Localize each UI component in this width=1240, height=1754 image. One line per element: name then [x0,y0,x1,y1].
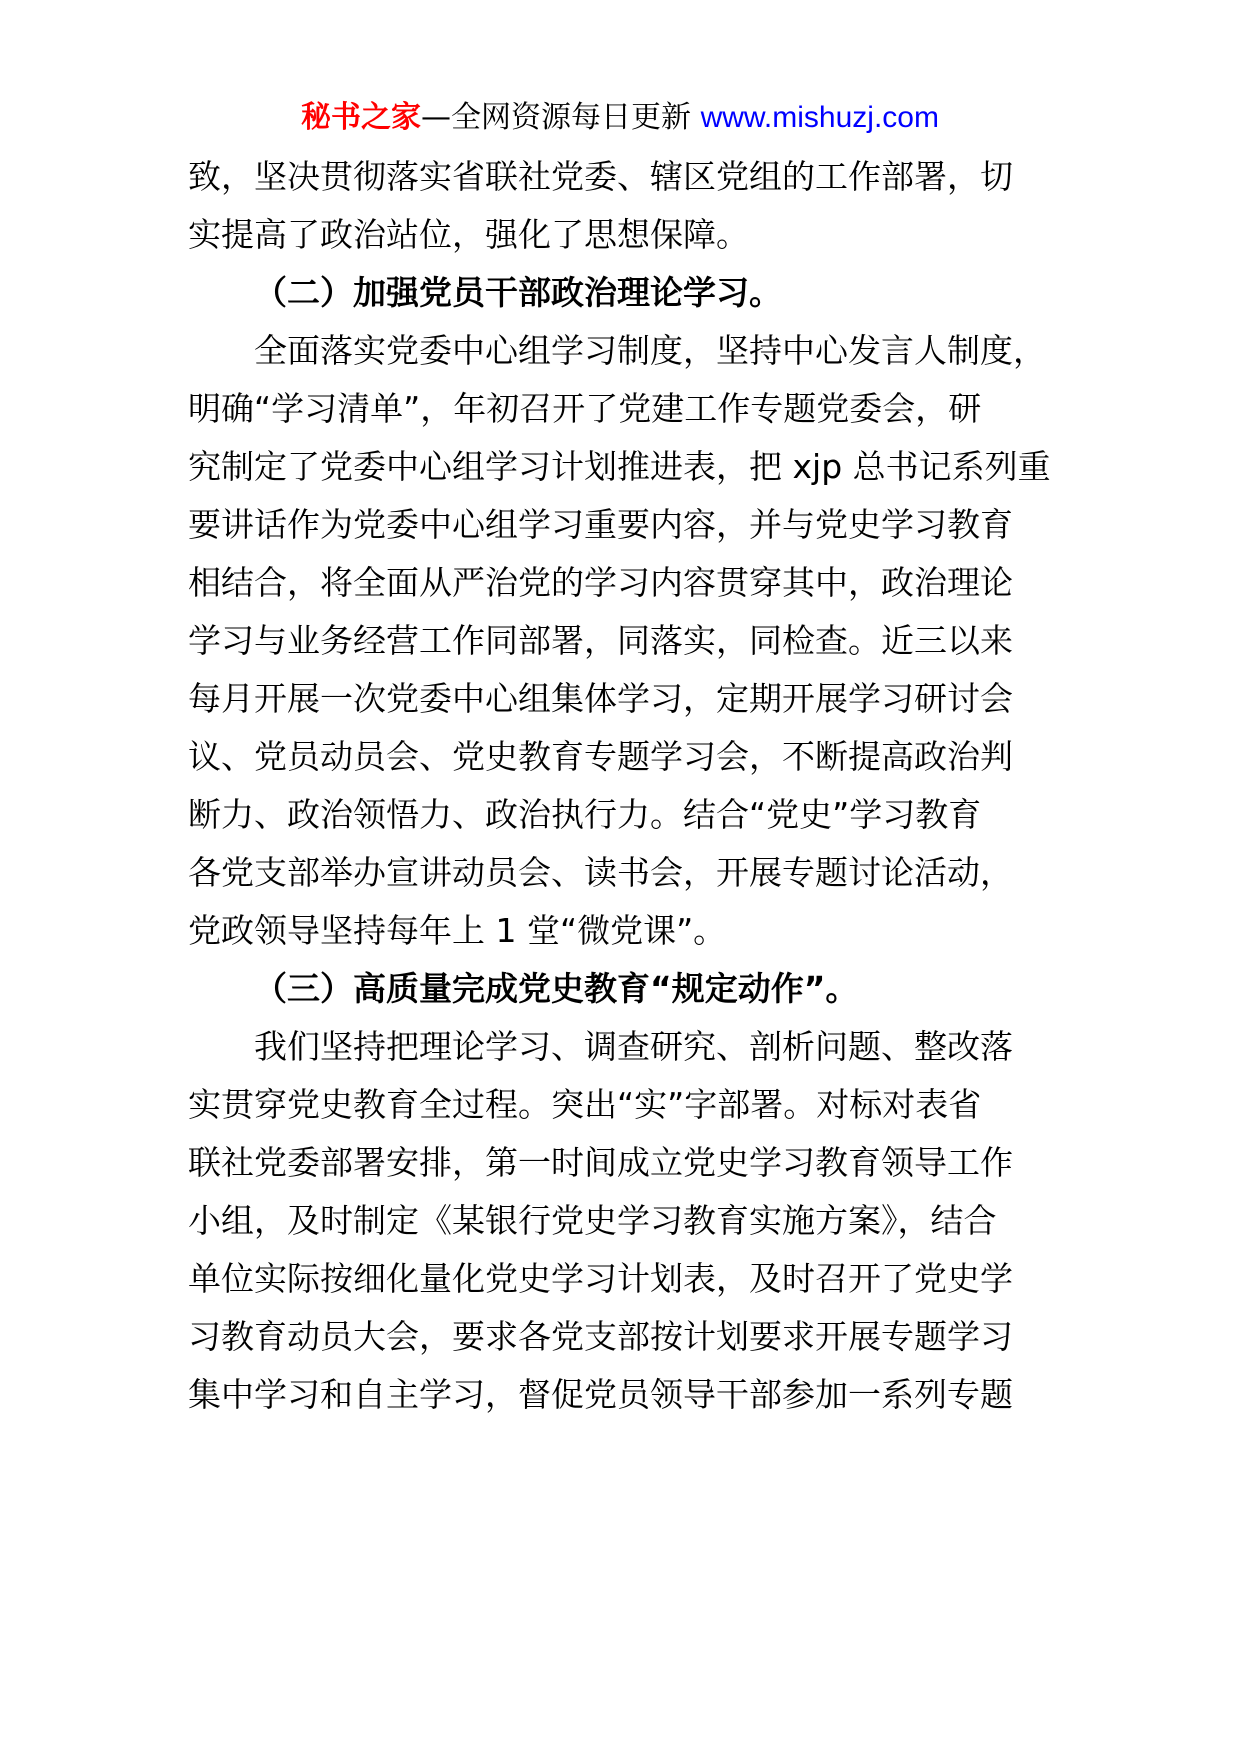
paragraph-line: 全面落实党委中心组学习制度，坚持中心发言人制度， [254,331,1046,370]
paragraph-line: 单位实际按细化量化党史学习计划表，及时召开了党史学 [188,1259,1013,1298]
site-brand: 秘书之家 [301,100,422,135]
site-url-link[interactable]: www.mishuzj.com [700,101,939,134]
paragraph-line: 集中学习和自主学习，督促党员领导干部参加一系列专题 [188,1375,1013,1414]
section-heading: （二）加强党员干部政治理论学习。 [254,273,782,312]
paragraph-line: 实提高了政治站位，强化了思想保障。 [188,215,749,254]
paragraph-line: 各党支部举办宣讲动员会、读书会，开展专题讨论活动， [188,853,1013,892]
paragraph-line: 要讲话作为党委中心组学习重要内容，并与党史学习教育 [188,505,1013,544]
paragraph-line: 议、党员动员会、党史教育专题学习会，不断提高政治判 [188,737,1013,776]
paragraph-line: 联社党委部署安排，第一时间成立党史学习教育领导工作 [188,1143,1013,1182]
paragraph-line: 致，坚决贯彻落实省联社党委、辖区党组的工作部署，切 [188,157,1013,196]
paragraph-line: 习教育动员大会，要求各党支部按计划要求开展专题学习 [188,1317,1013,1356]
paragraph-line: 究制定了党委中心组学习计划推进表，把 xjp 总书记系列重 [188,447,1051,486]
paragraph-line: 实贯穿党史教育全过程。突出“实”字部署。对标对表省 [188,1085,982,1124]
paragraph-line: 学习与业务经营工作同部署，同落实，同检查。近三以来 [188,621,1013,660]
paragraph-line: 每月开展一次党委中心组集体学习，定期开展学习研讨会 [188,679,1013,718]
paragraph-line: 明确“学习清单”，年初召开了党建工作专题党委会，研 [188,389,982,428]
site-tagline: —全网资源每日更新 [421,100,701,135]
paragraph-line: 相结合，将全面从严治党的学习内容贯穿其中，政治理论 [188,563,1013,602]
paragraph-line: 我们坚持把理论学习、调查研究、剖析问题、整改落 [254,1027,1013,1066]
paragraph-line: 党政领导坚持每年上 1 堂“微党课”。 [188,911,727,950]
section-heading: （三）高质量完成党史教育“规定动作”。 [254,969,859,1008]
paragraph-line: 断力、政治领悟力、政治执行力。结合“党史”学习教育 [188,795,982,834]
site-header [0,98,1240,138]
paragraph-line: 小组，及时制定《某银行党史学习教育实施方案》，结合 [188,1201,997,1240]
